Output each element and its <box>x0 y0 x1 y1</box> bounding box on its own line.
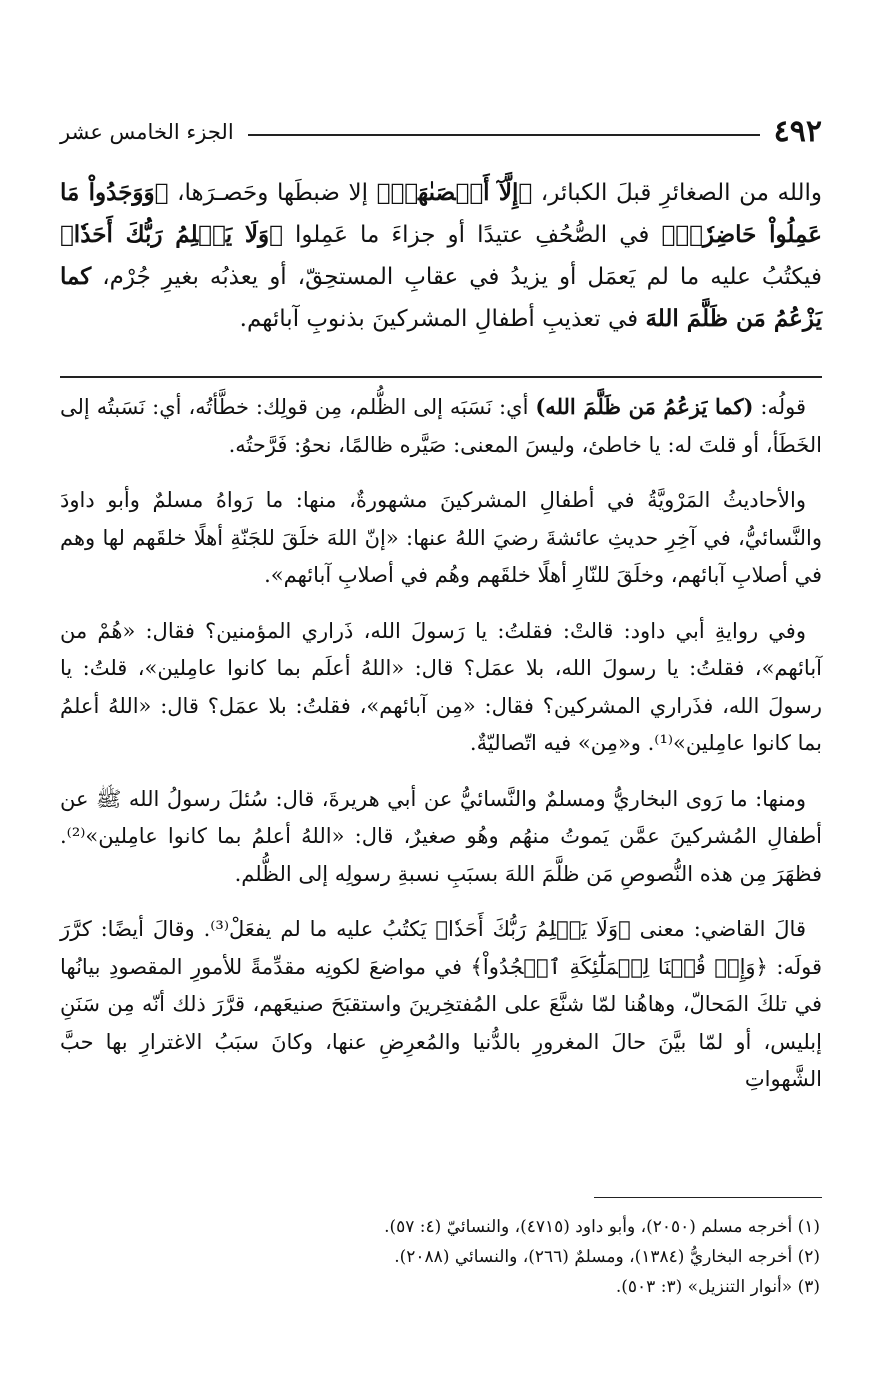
footnote: (١) أخرجه مسلم (٢٠٥٠)، وأبو داود (٤٧١٥)، والنسائيّ (٤: ٥٧). <box>384 1217 820 1237</box>
commentary-text: أي: نَسَبَه إلى الظُّلم، مِن قولِك: خطَّأتُه، أي: نَسَبتُه إلى الخَطَأ، أو قلتَ له: يا خاطئ، وليسَ المعنى: صَيَّره ظالمًا، نحوُ: فَرَّحتُه. <box>60 395 822 457</box>
quran-quote: ﴿وَوَجَدُواْ مَا عَمِلُواْ حَاضِرٗاۗ﴾ <box>60 179 822 248</box>
quran-quote: ﴿إِلَّآ أَحۡصَىٰهَاۚ﴾ <box>376 179 533 206</box>
text-divider <box>60 376 822 378</box>
footnotes <box>60 1212 820 1302</box>
main-text-segment: في تعذيبِ أطفالِ المشركينَ بذنوبِ آبائهم. <box>239 306 646 332</box>
main-text-segment: في الصُّحُفِ عتيدًا أو جزاءَ ما عَمِلوا <box>282 222 662 248</box>
footnote: (٢) أخرجه البخاريُّ (١٣٨٤)، ومسلمٌ (٢٦٦)، والنسائي (٢٠٨٨). <box>394 1247 820 1267</box>
page-number: ٤٩٢ <box>773 114 822 149</box>
header-rule <box>248 134 760 136</box>
running-title: الجزء الخامس عشر <box>60 120 234 144</box>
main-text-segment: فيكتُبُ عليه ما لم يَعمَل أو يزيدُ في عقابِ المستحِقّ، أو يعذبُه بغيرِ جُرْم، <box>91 264 822 290</box>
main-text <box>60 172 822 340</box>
main-text-segment: والله من الصغائرِ قبلَ الكبائر، <box>532 180 822 206</box>
commentary-paragraph: والأحاديثُ المَرْويَّةُ في أطفالِ المشركينَ مشهورةٌ، منها: ما رَواهُ مسلمٌ وأبو داودَ والنَّسائيُّ، في آخِرِ حديثِ عائشةَ رضيَ اللهُ عنها: «إنّ اللهَ خلَقَ للجَنّةِ أهلًا خلقَهم لها وهم في أصلابِ آبائهم، وخلَقَ للنّارِ أهلًا خلقَهم وهُم في أصلابِ آبائهم». <box>60 488 822 587</box>
commentary-lead: قولُه: <box>753 395 806 419</box>
commentary-lemma: (كما يَزعُمُ مَن ظَلَّمَ الله) <box>535 394 754 419</box>
commentary-paragraph: وفي روايةِ أبي داود: قالتْ: فقلتُ: يا رَسولَ الله، ذَراري المؤمنين؟ فقال: «هُمْ من آبائهم»، فقلتُ: يا رسولَ الله، بلا عمَل؟ قال: «اللهُ أعلَم بما كانوا عامِلين»، قلتُ: يا رسولَ الله، فذَراري المشركين؟ فقال: «مِن آبائهم»، فقلتُ: بلا عمَل؟ قال: «اللهُ أعلمُ بما كانوا عامِلين»⁽¹⁾. و«مِن» فيه اتّصاليّةٌ. <box>60 618 822 755</box>
commentary-paragraph: ومنها: ما رَوى البخاريُّ ومسلمٌ والنَّسائيُّ عن أبي هريرةَ، قال: سُئلَ رسولُ الله ﷺ عن أطفالِ المُشركينَ عمَّن يَموتُ منهُم وهُو صغيرٌ، قال: «اللهُ أعلمُ بما كانوا عامِلين»⁽²⁾. فظهَرَ مِن هذه النُّصوصِ مَن ظلَّمَ اللهَ بسبَبِ نسبةِ رسولِه إلى الظُّلم. <box>60 786 822 886</box>
commentary <box>60 388 822 1117</box>
commentary-paragraph: قالَ القاضي: معنى ﴿وَلَا يَظۡلِمُ رَبُّكَ أَحَدٗا﴾ يَكتُبُ عليه ما لم يفعَلْ⁽³⁾. وقالَ أيضًا: كرَّرَ قولَه: ﴿وَإِذۡ قُلۡنَا لِلۡمَلَٰٓئِكَةِ ٱسۡجُدُواْ﴾ في مواضعَ لكونِه مقدِّمةً للأمورِ المقصودِ بيانُها في تلكَ المَحالّ، وهاهُنا لمّا شنَّعَ على المُفتخِرينَ واستقبَحَ صنيعَهم، قرَّرَ ذلك أنّه مِن سَنَنِ إبليس، أو لمّا بيَّنَ حالَ المغرورِ بالدُّنيا والمُعرِضِ عنها، وكانَ سبَبُ الاغترارِ بها حبَّ الشَّهواتِ <box>60 917 822 1091</box>
quran-quote: ﴿وَلَا يَظۡلِمُ رَبُّكَ أَحَدٗا﴾ <box>60 221 283 248</box>
main-text-segment: إلا ضبطَها وحَصـرَها، <box>168 180 377 206</box>
page-header <box>60 112 822 152</box>
footnote: (٣) «أنوار التنزيل» (٣: ٥٠٣). <box>615 1277 820 1297</box>
commentary-paragraph <box>60 388 822 464</box>
footnote-rule <box>594 1197 822 1198</box>
emphasized-phrase: كما يَزْعُمُ مَن ظَلَّمَ اللهَ <box>60 263 822 332</box>
